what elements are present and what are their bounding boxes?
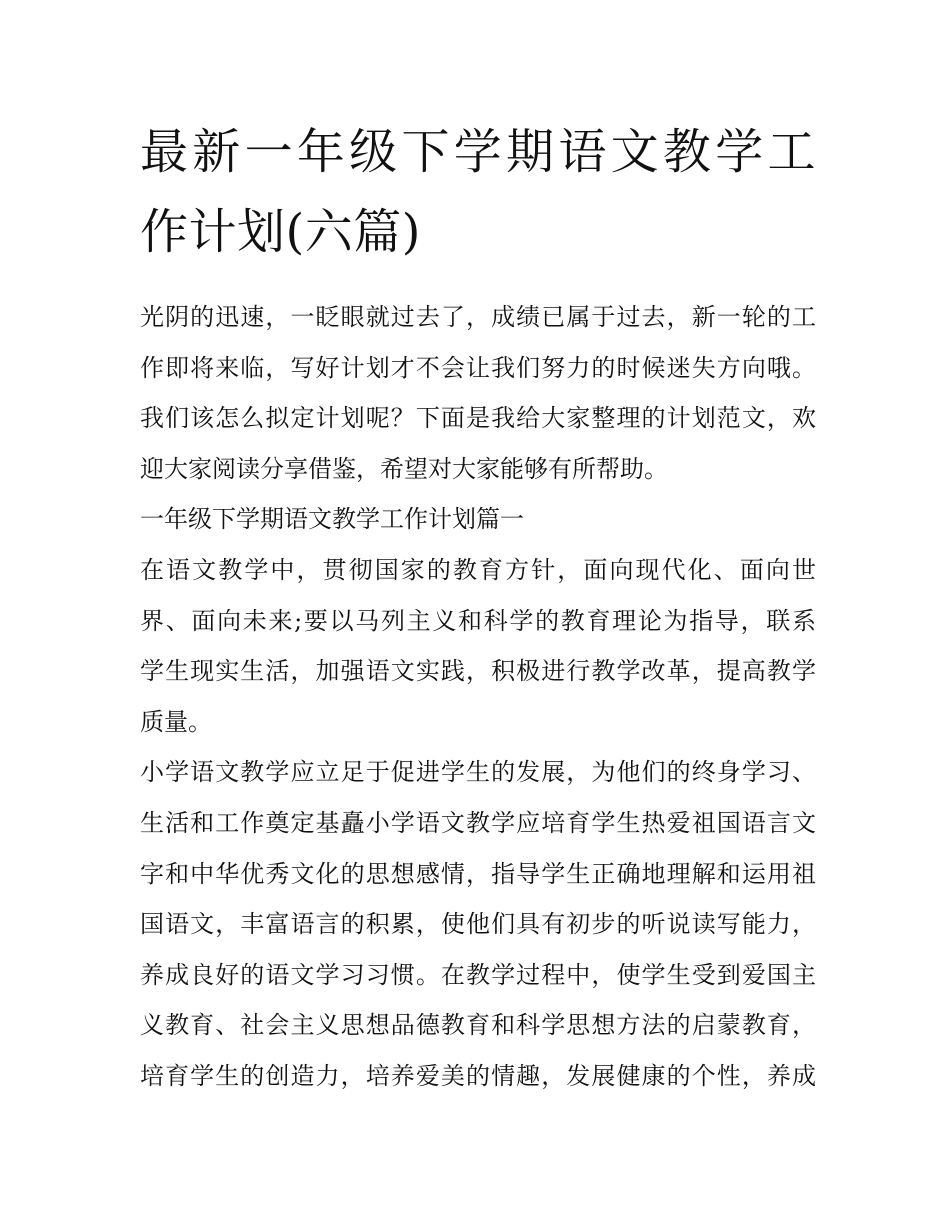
text-line: 质量。: [140, 707, 212, 736]
body-paragraph: [140, 747, 816, 1101]
text-line: 迎大家阅读分享借鉴，希望对大家能够有所帮助。: [140, 454, 668, 483]
text-line: 在语文教学中，贯彻国家的教育方针，面向现代化、面向世: [140, 555, 816, 584]
text-line: 国语文，丰富语言的积累，使他们具有初步的听说读写能力，: [140, 910, 816, 939]
text-line: 我们该怎么拟定计划呢？下面是我给大家整理的计划范文，欢: [140, 404, 816, 433]
title-line: 最新一年级下学期语文教学工: [140, 124, 816, 180]
text-line: 学生现实生活，加强语文实践，积极进行教学改革，提高教学: [140, 657, 816, 686]
document-title: [140, 112, 816, 272]
section-heading: [140, 494, 816, 545]
text-line: 界、面向未来;要以马列主义和科学的教育理论为指导，联系: [140, 606, 816, 635]
intro-paragraph: [140, 292, 816, 494]
text-line: 生活和工作奠定基矗小学语文教学应培育学生热爱祖国语言文: [140, 808, 816, 837]
title-line: 作计划(六篇): [140, 204, 421, 260]
text-line: 小学语文教学应立足于促进学生的发展，为他们的终身学习、: [140, 758, 816, 787]
document-page: [140, 112, 816, 1102]
document-body: [140, 292, 816, 1102]
text-line: 字和中华优秀文化的思想感情，指导学生正确地理解和运用祖: [140, 859, 816, 888]
body-paragraph: [140, 545, 816, 747]
text-line: 培育学生的创造力，培养爱美的情趣，发展健康的个性，养成: [140, 1061, 816, 1090]
text-line: 作即将来临，写好计划才不会让我们努力的时候迷失方向哦。: [140, 353, 816, 382]
text-line: 光阴的迅速，一眨眼就过去了，成绩已属于过去，新一轮的工: [140, 303, 816, 331]
text-line: 一年级下学期语文教学工作计划篇一: [140, 505, 524, 534]
text-line: 养成良好的语文学习习惯。在教学过程中，使学生受到爱国主: [140, 960, 816, 989]
text-line: 义教育、社会主义思想品德教育和科学思想方法的启蒙教育，: [140, 1011, 816, 1040]
